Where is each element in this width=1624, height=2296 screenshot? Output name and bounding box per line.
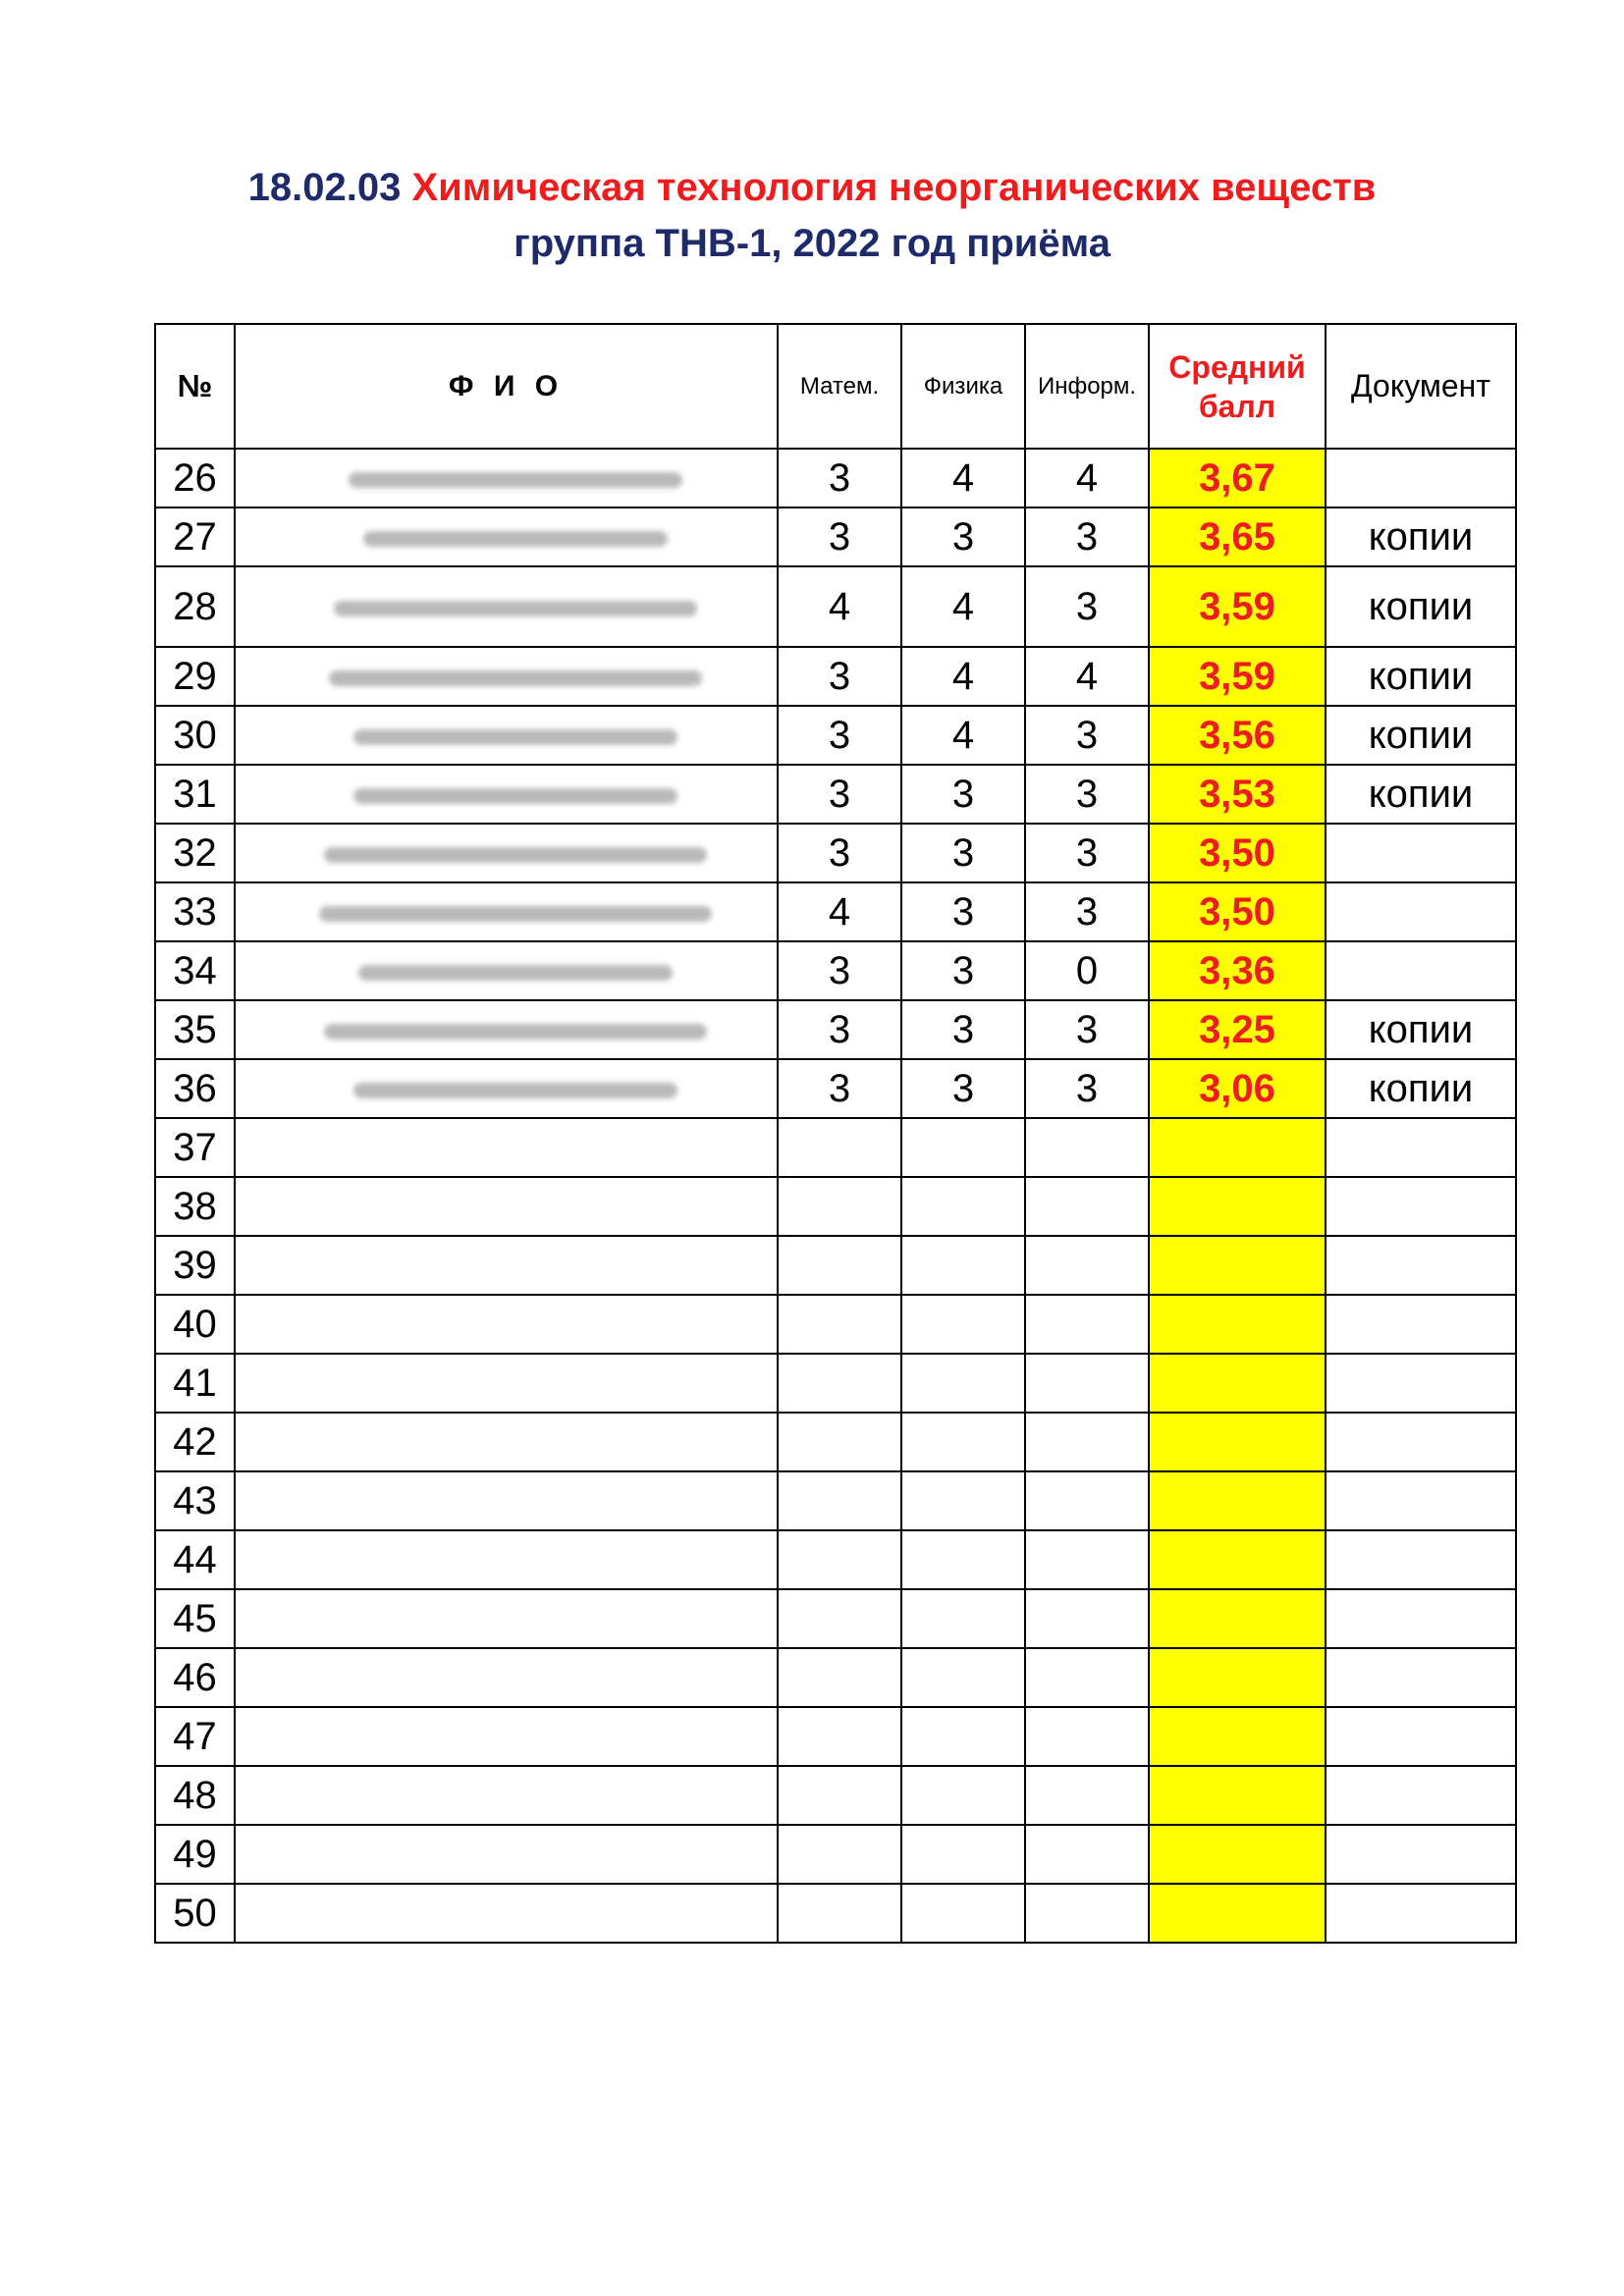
table-row — [155, 1118, 1516, 1177]
table-row — [155, 1236, 1516, 1295]
row-number: 29 — [155, 647, 235, 706]
table-row — [155, 1884, 1516, 1943]
program-name: Химическая технология неорганических веществ — [411, 166, 1377, 209]
row-document — [1326, 1236, 1516, 1295]
row-physics: 4 — [901, 647, 1025, 706]
row-informatics: 3 — [1025, 824, 1149, 882]
row-fio — [235, 1825, 778, 1884]
table-row — [155, 1413, 1516, 1471]
row-physics — [901, 1766, 1025, 1825]
row-physics — [901, 1589, 1025, 1648]
row-fio — [235, 647, 778, 706]
row-number: 35 — [155, 1000, 235, 1059]
row-average — [1149, 1707, 1326, 1766]
row-average — [1149, 1177, 1326, 1236]
row-document — [1326, 824, 1516, 882]
table-header — [155, 324, 1516, 449]
row-number: 26 — [155, 449, 235, 507]
row-fio — [235, 765, 778, 824]
row-fio — [235, 706, 778, 765]
redacted-name — [319, 906, 712, 922]
row-informatics: 3 — [1025, 566, 1149, 647]
row-informatics — [1025, 1354, 1149, 1413]
row-document — [1326, 1354, 1516, 1413]
row-number: 28 — [155, 566, 235, 647]
redacted-name — [349, 472, 682, 488]
table-row — [155, 1589, 1516, 1648]
table-row — [155, 1825, 1516, 1884]
row-average: 3,50 — [1149, 824, 1326, 882]
row-physics — [901, 1295, 1025, 1354]
table-row — [155, 706, 1516, 765]
row-average — [1149, 1648, 1326, 1707]
row-fio — [235, 1648, 778, 1707]
table-row — [155, 824, 1516, 882]
row-physics: 3 — [901, 824, 1025, 882]
table-row — [155, 1059, 1516, 1118]
row-physics — [901, 1884, 1025, 1943]
row-math — [778, 1118, 901, 1177]
program-code: 18.02.03 — [247, 166, 402, 209]
row-fio — [235, 1766, 778, 1825]
row-document — [1326, 1884, 1516, 1943]
column-number: № — [155, 324, 235, 449]
row-physics: 4 — [901, 706, 1025, 765]
row-average — [1149, 1413, 1326, 1471]
row-document: копии — [1326, 706, 1516, 765]
column-average-line2: балл — [1198, 388, 1276, 424]
row-fio — [235, 1589, 778, 1648]
row-physics — [901, 1825, 1025, 1884]
row-average: 3,06 — [1149, 1059, 1326, 1118]
row-informatics — [1025, 1177, 1149, 1236]
row-document — [1326, 1177, 1516, 1236]
table-row — [155, 1766, 1516, 1825]
row-document — [1326, 1295, 1516, 1354]
row-informatics — [1025, 1707, 1149, 1766]
column-document: Документ — [1326, 324, 1516, 449]
row-number: 32 — [155, 824, 235, 882]
row-math — [778, 1884, 901, 1943]
row-fio — [235, 1530, 778, 1589]
row-number: 43 — [155, 1471, 235, 1530]
column-average-line1: Средний — [1168, 348, 1306, 385]
column-fio: Ф И О — [235, 324, 778, 449]
row-physics — [901, 1413, 1025, 1471]
row-fio — [235, 449, 778, 507]
row-number: 47 — [155, 1707, 235, 1766]
row-informatics — [1025, 1295, 1149, 1354]
table-row — [155, 765, 1516, 824]
row-number: 37 — [155, 1118, 235, 1177]
row-average — [1149, 1236, 1326, 1295]
row-number: 36 — [155, 1059, 235, 1118]
row-informatics: 3 — [1025, 1000, 1149, 1059]
row-document: копии — [1326, 1059, 1516, 1118]
row-informatics: 3 — [1025, 882, 1149, 941]
row-informatics: 3 — [1025, 507, 1149, 566]
table-body — [155, 449, 1516, 1943]
redacted-name — [363, 531, 668, 547]
row-number: 48 — [155, 1766, 235, 1825]
table-row — [155, 507, 1516, 566]
row-average — [1149, 1295, 1326, 1354]
row-physics: 3 — [901, 765, 1025, 824]
row-physics — [901, 1177, 1025, 1236]
row-math: 3 — [778, 765, 901, 824]
row-document — [1326, 1825, 1516, 1884]
row-fio — [235, 1236, 778, 1295]
row-math — [778, 1413, 901, 1471]
row-informatics: 0 — [1025, 941, 1149, 1000]
row-informatics — [1025, 1471, 1149, 1530]
group-subtitle: группа ТНВ-1, 2022 год приёма — [514, 222, 1110, 265]
row-number: 38 — [155, 1177, 235, 1236]
row-math — [778, 1177, 901, 1236]
row-document — [1326, 1530, 1516, 1589]
row-document — [1326, 1413, 1516, 1471]
redacted-name — [329, 670, 702, 686]
row-math: 3 — [778, 449, 901, 507]
row-physics — [901, 1471, 1025, 1530]
row-number: 50 — [155, 1884, 235, 1943]
table-row — [155, 1000, 1516, 1059]
table-row — [155, 1354, 1516, 1413]
row-math: 3 — [778, 647, 901, 706]
table-row — [155, 449, 1516, 507]
applicants-table — [154, 323, 1517, 1944]
row-number: 42 — [155, 1413, 235, 1471]
row-physics — [901, 1236, 1025, 1295]
row-document — [1326, 1707, 1516, 1766]
redacted-name — [324, 1024, 707, 1040]
row-document — [1326, 1118, 1516, 1177]
row-number: 44 — [155, 1530, 235, 1589]
row-informatics — [1025, 1118, 1149, 1177]
table-row — [155, 647, 1516, 706]
row-physics: 3 — [901, 1000, 1025, 1059]
redacted-name — [353, 729, 677, 745]
row-document — [1326, 1648, 1516, 1707]
row-average: 3,59 — [1149, 647, 1326, 706]
row-document — [1326, 1766, 1516, 1825]
row-informatics: 3 — [1025, 765, 1149, 824]
row-fio — [235, 941, 778, 1000]
row-number: 46 — [155, 1648, 235, 1707]
row-informatics — [1025, 1884, 1149, 1943]
row-physics — [901, 1354, 1025, 1413]
row-average — [1149, 1884, 1326, 1943]
row-informatics: 4 — [1025, 647, 1149, 706]
table-row — [155, 1530, 1516, 1589]
row-informatics — [1025, 1413, 1149, 1471]
row-math: 4 — [778, 882, 901, 941]
table-row — [155, 1648, 1516, 1707]
column-math: Матем. — [778, 324, 901, 449]
page-title — [0, 163, 1624, 212]
row-math: 3 — [778, 507, 901, 566]
row-fio — [235, 1295, 778, 1354]
column-average — [1149, 324, 1326, 449]
row-physics: 3 — [901, 1059, 1025, 1118]
row-informatics — [1025, 1648, 1149, 1707]
row-math — [778, 1295, 901, 1354]
row-fio — [235, 1000, 778, 1059]
row-average — [1149, 1471, 1326, 1530]
row-document: копии — [1326, 507, 1516, 566]
row-average — [1149, 1530, 1326, 1589]
row-fio — [235, 566, 778, 647]
row-document — [1326, 449, 1516, 507]
row-math — [778, 1825, 901, 1884]
row-fio — [235, 1884, 778, 1943]
row-fio — [235, 1413, 778, 1471]
row-average — [1149, 1825, 1326, 1884]
row-informatics — [1025, 1236, 1149, 1295]
row-math — [778, 1236, 901, 1295]
row-document — [1326, 941, 1516, 1000]
row-physics: 4 — [901, 449, 1025, 507]
redacted-name — [324, 847, 707, 863]
row-physics: 3 — [901, 941, 1025, 1000]
row-physics: 4 — [901, 566, 1025, 647]
row-fio — [235, 1177, 778, 1236]
row-document — [1326, 1471, 1516, 1530]
row-informatics: 4 — [1025, 449, 1149, 507]
row-physics — [901, 1648, 1025, 1707]
row-fio — [235, 882, 778, 941]
row-math — [778, 1707, 901, 1766]
row-physics — [901, 1118, 1025, 1177]
row-math — [778, 1766, 901, 1825]
row-number: 49 — [155, 1825, 235, 1884]
row-informatics — [1025, 1589, 1149, 1648]
row-math — [778, 1471, 901, 1530]
column-physics: Физика — [901, 324, 1025, 449]
row-informatics — [1025, 1530, 1149, 1589]
row-math — [778, 1530, 901, 1589]
table-row — [155, 941, 1516, 1000]
row-fio — [235, 1118, 778, 1177]
row-average: 3,56 — [1149, 706, 1326, 765]
row-average: 3,59 — [1149, 566, 1326, 647]
row-number: 33 — [155, 882, 235, 941]
row-fio — [235, 1471, 778, 1530]
row-average: 3,50 — [1149, 882, 1326, 941]
row-number: 27 — [155, 507, 235, 566]
row-math: 3 — [778, 941, 901, 1000]
row-number: 34 — [155, 941, 235, 1000]
row-math: 4 — [778, 566, 901, 647]
row-math: 3 — [778, 1000, 901, 1059]
row-math — [778, 1589, 901, 1648]
row-number: 45 — [155, 1589, 235, 1648]
row-number: 31 — [155, 765, 235, 824]
redacted-name — [353, 788, 677, 804]
row-average — [1149, 1589, 1326, 1648]
row-fio — [235, 1059, 778, 1118]
redacted-name — [353, 1083, 677, 1098]
table-row — [155, 1177, 1516, 1236]
row-math — [778, 1648, 901, 1707]
row-document: копии — [1326, 647, 1516, 706]
row-average — [1149, 1354, 1326, 1413]
row-number: 30 — [155, 706, 235, 765]
redacted-name — [358, 965, 673, 981]
row-average: 3,65 — [1149, 507, 1326, 566]
table-row — [155, 1707, 1516, 1766]
row-math: 3 — [778, 706, 901, 765]
row-document: копии — [1326, 1000, 1516, 1059]
row-informatics: 3 — [1025, 706, 1149, 765]
row-fio — [235, 824, 778, 882]
row-fio — [235, 507, 778, 566]
row-physics — [901, 1707, 1025, 1766]
row-informatics: 3 — [1025, 1059, 1149, 1118]
table-row — [155, 1471, 1516, 1530]
row-average: 3,67 — [1149, 449, 1326, 507]
row-fio — [235, 1354, 778, 1413]
row-document: копии — [1326, 566, 1516, 647]
row-fio — [235, 1707, 778, 1766]
table-row — [155, 882, 1516, 941]
row-average — [1149, 1118, 1326, 1177]
row-document: копии — [1326, 765, 1516, 824]
row-average: 3,25 — [1149, 1000, 1326, 1059]
row-average — [1149, 1766, 1326, 1825]
row-informatics — [1025, 1766, 1149, 1825]
row-informatics — [1025, 1825, 1149, 1884]
row-average: 3,53 — [1149, 765, 1326, 824]
row-math: 3 — [778, 824, 901, 882]
row-math — [778, 1354, 901, 1413]
row-physics: 3 — [901, 882, 1025, 941]
row-number: 41 — [155, 1354, 235, 1413]
row-document — [1326, 882, 1516, 941]
row-physics — [901, 1530, 1025, 1589]
row-number: 40 — [155, 1295, 235, 1354]
row-physics: 3 — [901, 507, 1025, 566]
row-math: 3 — [778, 1059, 901, 1118]
row-document — [1326, 1589, 1516, 1648]
table-row — [155, 566, 1516, 647]
table-row — [155, 1295, 1516, 1354]
column-informatics: Информ. — [1025, 324, 1149, 449]
row-average: 3,36 — [1149, 941, 1326, 1000]
row-number: 39 — [155, 1236, 235, 1295]
redacted-name — [334, 601, 697, 616]
